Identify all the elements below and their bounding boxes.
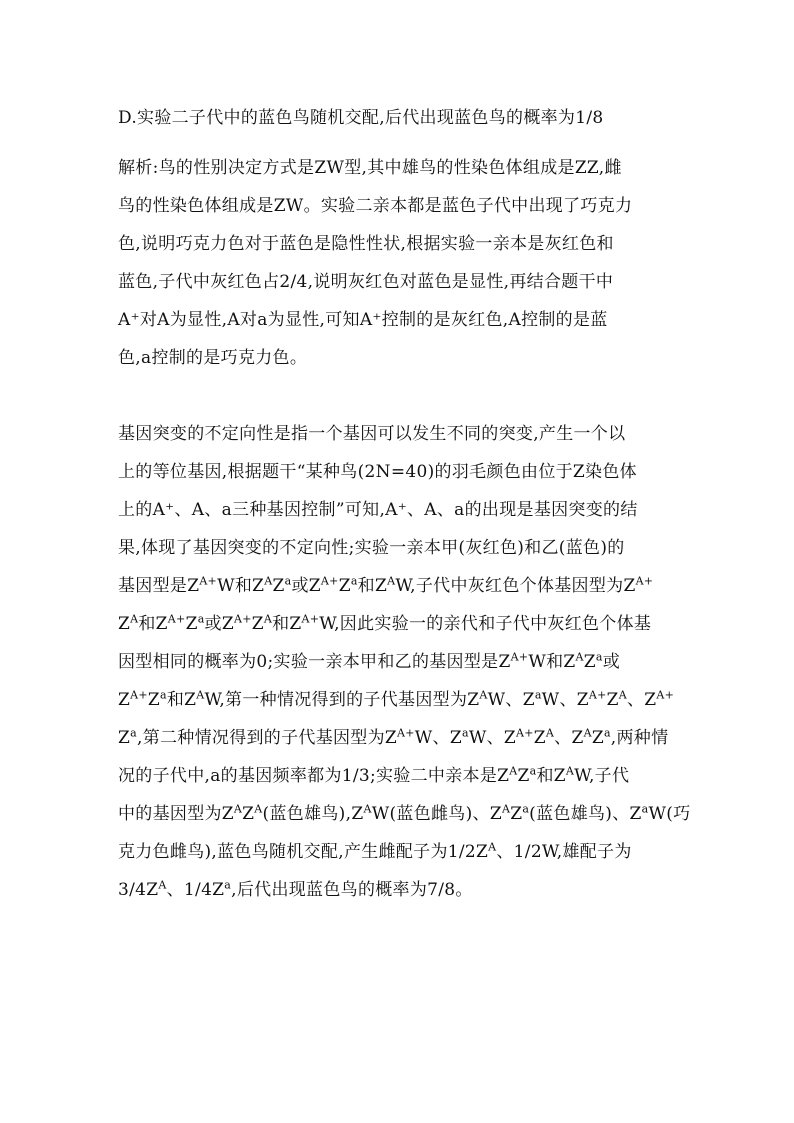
explanation-line: 基因型是$Z^{A+}W$和$Z^AZ^a$或$Z^{A+}Z^a$和$Z^AW$,子代中灰红色个体基因型为$Z^{A+}$	[118, 574, 654, 596]
analysis-line: A⁺对A为显性,A对a为显性,可知A⁺控制的是灰红色,A控制的是蓝	[118, 310, 608, 330]
analysis-line: 蓝色,子代中灰红色占2/4,说明灰红色对蓝色是显性,再结合题干中	[118, 272, 614, 292]
analysis-line: 鸟的性染色体组成是ZW。实验二亲本都是蓝色子代中出现了巧克力	[118, 196, 633, 216]
explanation-line: $Z^a$,第二种情况得到的子代基因型为$Z^{A+}W$、$Z^aW$、$Z^{A+}Z^A$、$Z^AZ^a$,两种情	[118, 726, 669, 748]
explanation-line: $Z^A$和$Z^{A+}Z^a$或$Z^{A+}Z^A$和$Z^{A+}W$,因此实验一的亲代和子代中灰红色个体基	[118, 612, 652, 634]
analysis-line: 解析:鸟的性别决定方式是ZW型,其中雄鸟的性染色体组成是ZZ,雌	[118, 158, 622, 178]
explanation-line: $Z^{A+}Z^a$和$Z^AW$,第一种情况得到的子代基因型为$Z^AW$、$Z^aW$、$Z^{A+}Z^A$、$Z^{A+}$	[118, 688, 675, 710]
analysis-line: 色,说明巧克力色对于蓝色是隐性性状,根据实验一亲本是灰红色和	[118, 234, 614, 254]
explanation-line: 上的A⁺、A、a三种基因控制”可知,A⁺、A、a的出现是基因突变的结	[118, 500, 638, 520]
analysis-line: 色,a控制的是巧克力色。	[118, 348, 308, 368]
explanation-paragraph	[118, 415, 691, 909]
explanation-line: 况的子代中,a的基因频率都为1/3;实验二中亲本是$Z^AZ^a$和$Z^AW$,子代	[118, 764, 630, 786]
analysis-paragraph	[118, 149, 683, 377]
explanation-line: 上的等位基因,根据题干“某种鸟(2N=40)的羽毛颜色由位于Z染色体	[118, 462, 637, 482]
explanation-line: 中的基因型为$Z^AZ^A$(蓝色雄鸟)$,Z^AW$(蓝色雌鸟)、$Z^AZ^a$(蓝色雄鸟)、$Z^aW$(巧	[118, 802, 691, 824]
explanation-line: 基因突变的不定向性是指一个基因可以发生不同的突变,产生一个以	[118, 424, 626, 444]
option-d-text: D.实验二子代中的蓝色鸟随机交配,后代出现蓝色鸟的概率为1/8	[118, 108, 604, 128]
explanation-line: 克力色雌鸟),蓝色鸟随机交配,产生雌配子为$1/2Z^A$、1/2W,雄配子为	[118, 840, 632, 862]
explanation-line: 因型相同的概率为0;实验一亲本甲和乙的基因型是$Z^{A+}W$和$Z^AZ^a$或	[118, 650, 621, 672]
explanation-line: $3/4Z^A$、$1/4Z^a$,后代出现蓝色鸟的概率为7/8。	[118, 878, 473, 900]
explanation-line: 果,体现了基因突变的不定向性;实验一亲本甲(灰红色)和乙(蓝色)的	[118, 538, 625, 558]
option-d	[118, 99, 683, 137]
